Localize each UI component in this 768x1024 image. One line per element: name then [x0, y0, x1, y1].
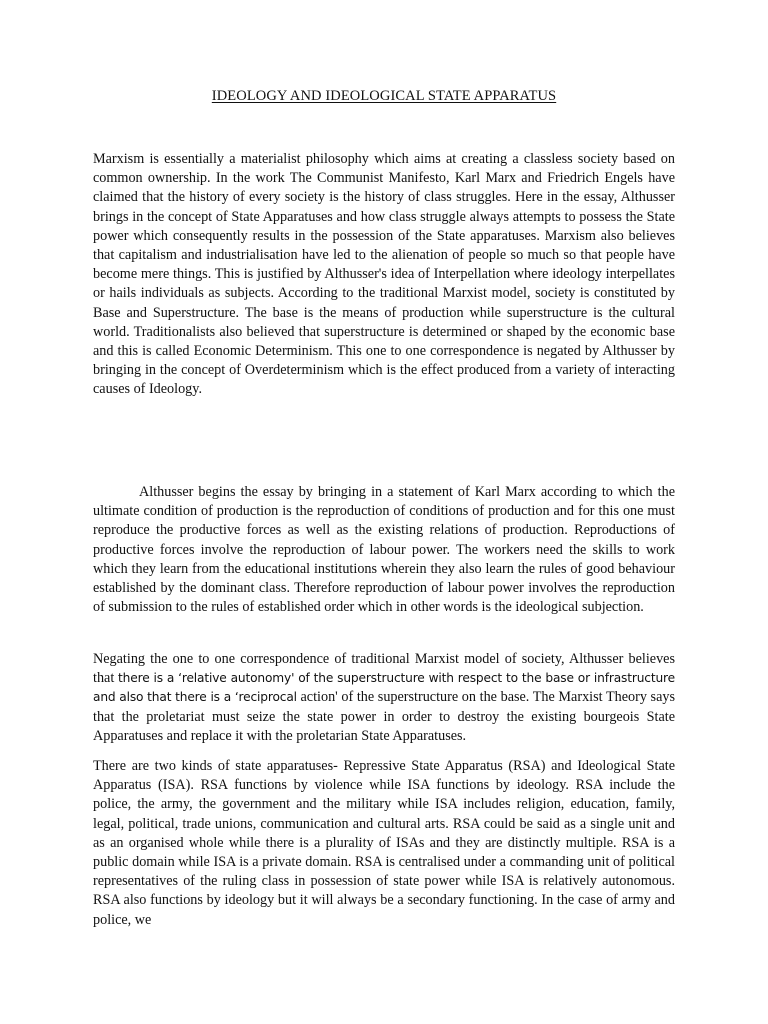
paragraph-relative-autonomy-text-1: Negating the one to one correspondence of traditional Marxist model of society, Althusser believes that: [93, 651, 675, 687]
paragraph-reproduction: Althusser begins the essay by bringing in a statement of Karl Marx according to which the ultimate condition of production is the reproduction of conditions of production and for this one must reproduce the productive forces as well as the existing relations of production. Reproductions of productive forces involve the reproduction of labour power. The workers need the skills to work which they learn from the educational institutions wherein they also learn the rules of good behaviour established by the dominant class. Therefore reproduction of labour power involves the reproduction of submission to the rules of established order which in other words is the ideological subjection.: [93, 484, 675, 616]
paragraph-marxism: Marxism is essentially a materialist philosophy which aims at creating a classless society based on common ownership. In the work The Communist Manifesto, Karl Marx and Friedrich Engels have claimed that the history of every society is the history of class struggles. Here in the essay, Althusser brings in the concept of State Apparatuses and how class struggle always attempts to possess the State power which consequently results in the possession of the State apparatuses. Marxism also believes that capitalism and industrialisation have led to the alienation of people so much so that people have become mere things. This is justified by Althusser's idea of Interpellation where ideology interpellates or hails individuals as subjects. According to the traditional Marxist model, society is constituted by Base and Superstructure. The base is the means of production while superstructure is the cultural world. Traditionalists also believed that superstructure is determined or shaped by the economic base and this is called Economic Determinism. This one to one correspondence is negated by Althusser by bringing in the concept of Overdeterminism which is the effect produced from a variety of interacting causes of Ideology.: [93, 151, 675, 398]
paragraph-state-apparatuses: There are two kinds of state apparatuses- Repressive State Apparatus (RSA) and Ideological State Apparatus (ISA). RSA functions by violence while ISA functions by ideology. RSA include the police, the army, the government and the military while ISA includes religion, education, family, legal, political, trade unions, communication and cultural arts. RSA could be said as a single unit and as an organised whole while there is a plurality of ISAs and they are distinctly multiple. RSA is a public domain while ISA is a private domain. RSA is centralised under a commanding unit of political representatives of the ruling class in possession of state power while ISA is relatively autonomous. RSA also functions by ideology but it will always be a secondary functioning. In the case of army and police, we: [93, 758, 675, 928]
paragraph-relative-autonomy-text-2: action' of the superstructure on the base. The Marxist Theory says that the proletariat must seize the state power in order to destroy the existing bourgeois State Apparatuses and replace it with the proletarian State Apparatuses.: [93, 689, 675, 744]
paragraph-relative-autonomy: [93, 650, 675, 746]
paragraph-relative-autonomy-quoted-text: there is a ‘relative autonomy' of the superstructure with respect to the base or infrastructure and also that there is a ‘reciprocal: [93, 671, 675, 705]
document-title: IDEOLOGY AND IDEOLOGICAL STATE APPARATUS: [211, 88, 557, 104]
